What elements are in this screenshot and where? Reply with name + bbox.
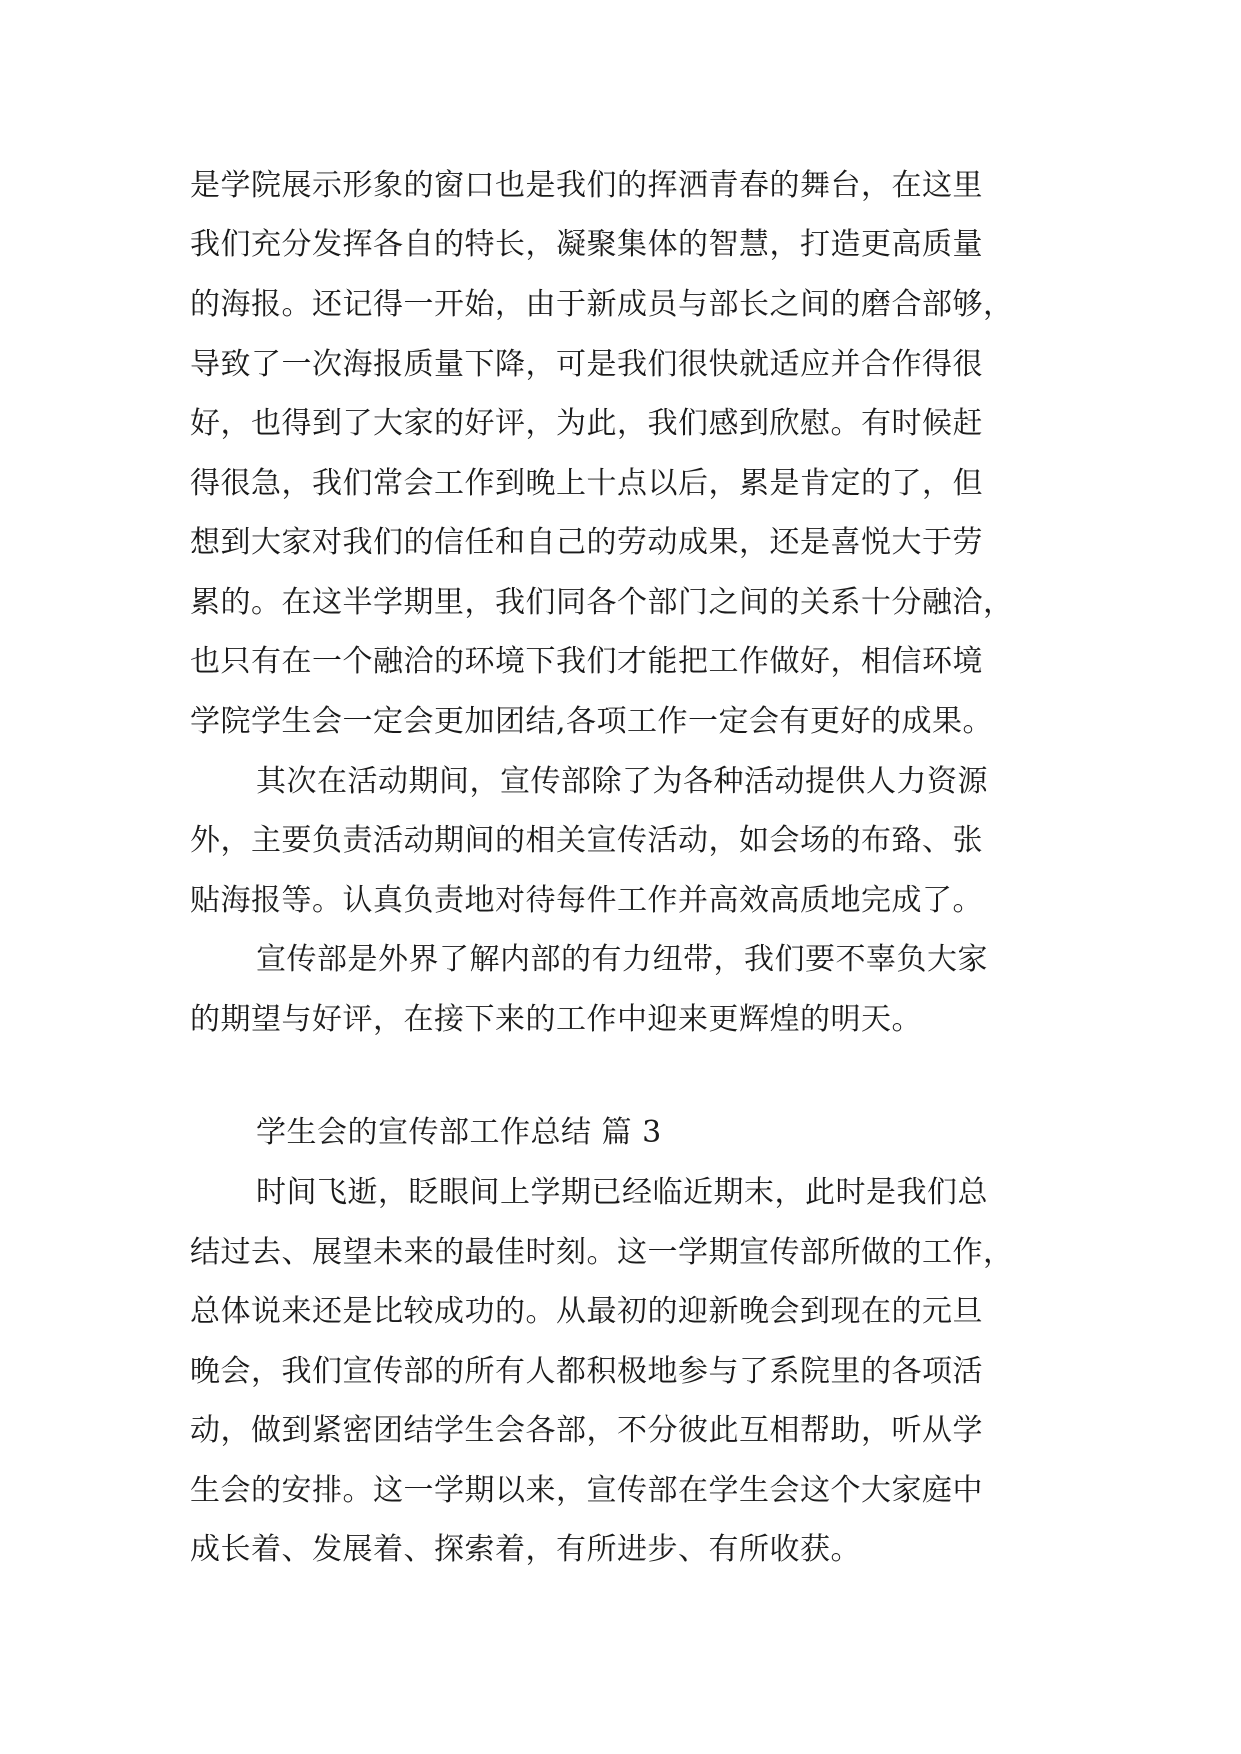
paragraph-line: 贴海报等。认真负责地对待每件工作并高效高质地完成了。	[190, 883, 983, 918]
paragraph-line: 结过去、展望未来的最佳时刻。这一学期宣传部所做的工作，	[190, 1235, 1014, 1270]
paragraph-line: 学院学生会一定会更加团结,各项工作一定会有更好的成果。	[190, 704, 994, 739]
paragraph-line: 其次在活动期间，宣传部除了为各种活动提供人力资源	[256, 764, 988, 799]
paragraph-line: 得很急，我们常会工作到晚上十点以后，累是肯定的了，但	[190, 466, 983, 501]
section-heading: 学生会的宣传部工作总结 篇 3	[256, 1115, 662, 1150]
paragraph-line: 晚会，我们宣传部的所有人都积极地参与了系院里的各项活	[190, 1354, 983, 1389]
paragraph-line: 的海报。还记得一开始，由于新成员与部长之间的磨合部够，	[190, 287, 1014, 322]
paragraph-line: 是学院展示形象的窗口也是我们的挥洒青春的舞台，在这里	[190, 168, 983, 203]
paragraph-line: 生会的安排。这一学期以来，宣传部在学生会这个大家庭中	[190, 1473, 983, 1508]
paragraph-line: 的期望与好评，在接下来的工作中迎来更辉煌的明天。	[190, 1002, 922, 1037]
paragraph-line: 外，主要负责活动期间的相关宣传活动，如会场的布臵、张	[190, 823, 983, 858]
paragraph-line: 成长着、发展着、探索着，有所进步、有所收获。	[190, 1532, 861, 1567]
paragraph-line: 动，做到紧密团结学生会各部，不分彼此互相帮助，听从学	[190, 1413, 983, 1448]
paragraph-line: 也只有在一个融洽的环境下我们才能把工作做好，相信环境	[190, 644, 983, 679]
paragraph-line: 宣传部是外界了解内部的有力纽带，我们要不辜负大家	[256, 942, 988, 977]
paragraph-line: 我们充分发挥各自的特长，凝聚集体的智慧，打造更高质量	[190, 227, 983, 262]
paragraph-line: 总体说来还是比较成功的。从最初的迎新晚会到现在的元旦	[190, 1294, 983, 1329]
paragraph-line: 想到大家对我们的信任和自己的劳动成果，还是喜悦大于劳	[190, 525, 983, 560]
paragraph-line: 导致了一次海报质量下降，可是我们很快就适应并合作得很	[190, 347, 983, 382]
paragraph-line: 累的。在这半学期里，我们同各个部门之间的关系十分融洽，	[190, 585, 1014, 620]
paragraph-line: 时间飞逝，眨眼间上学期已经临近期末，此时是我们总	[256, 1175, 988, 1210]
paragraph-line: 好，也得到了大家的好评，为此，我们感到欣慰。有时候赶	[190, 406, 983, 441]
